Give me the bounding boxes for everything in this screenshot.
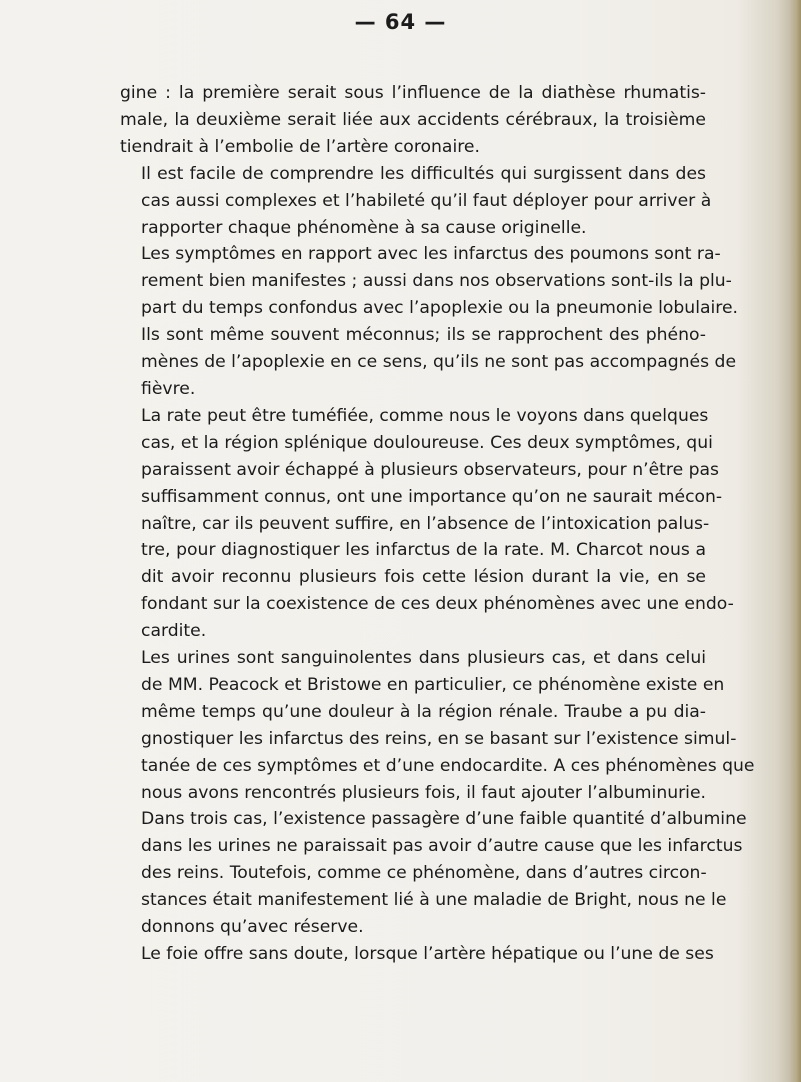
paragraph (120, 645, 755, 941)
text-line: Les symptômes en rapport avec les infarctus des poumons sont ra- (141, 244, 721, 265)
text-line: des reins. Toutefois, comme ce phénomène, dans d’autres circon- (141, 863, 707, 884)
text-line: mènes de l’apoplexie en ce sens, qu’ils ne sont pas accompagnés de (141, 352, 737, 373)
text-line: fièvre. (141, 378, 196, 399)
text-line: La rate peut être tuméfiée, comme nous le voyons dans quelques (141, 405, 709, 426)
text-line: cardite. (141, 621, 207, 642)
text-line: stances était manifestement lié à une maladie de Bright, nous ne le (141, 890, 727, 911)
paragraph (120, 80, 706, 161)
text-line: gine : la première serait sous l’influence de la diathèse rhumatis- (120, 83, 706, 103)
paragraph (120, 241, 739, 402)
text-line: tanée de ces symptômes et d’une endocardite. A ces phénomènes que (141, 755, 755, 776)
text-line: fondant sur la coexistence de ces deux phénomènes avec une endo- (141, 594, 734, 615)
paragraph (120, 403, 734, 645)
text-line: de MM. Peacock et Bristowe en particulier, ce phénomène existe en (141, 674, 725, 695)
text-line: rapporter chaque phénomène à sa cause originelle. (141, 217, 587, 238)
paragraph (120, 941, 714, 968)
page-edge-shading (789, 0, 801, 1082)
text-line: tiendrait à l’embolie de l’artère coronaire. (120, 136, 480, 157)
text-line: cas, et la région splénique douloureuse. Ces deux symptômes, qui (141, 432, 713, 453)
page-number: — 64 — (354, 10, 447, 34)
text-line: tre, pour diagnostiquer les infarctus de la rate. M. Charcot nous a (141, 540, 706, 561)
text-line: nous avons rencontrés plusieurs fois, il faut ajouter l’albuminurie. (141, 782, 706, 803)
text-line: donnons qu’avec réserve. (141, 917, 364, 938)
text-line: Ils sont même souvent méconnus; ils se rapprochent des phéno- (141, 325, 706, 346)
text-line: même temps qu’une douleur à la région rénale. Traube a pu dia- (141, 701, 706, 722)
paragraph (120, 161, 712, 242)
text-line: Il est facile de comprendre les difficultés qui surgissent dans des (141, 163, 706, 184)
text-line: rement bien manifestes ; aussi dans nos observations sont-ils la plu- (141, 271, 732, 292)
text-line: dit avoir reconnu plusieurs fois cette lésion durant la vie, en se (141, 567, 706, 588)
body-text (120, 80, 755, 968)
text-line: dans les urines ne paraissait pas avoir d’autre cause que les infarctus (141, 836, 743, 857)
text-line: male, la deuxième serait liée aux accidents cérébraux, la troisième (120, 109, 706, 130)
text-line: naître, car ils peuvent suffire, en l’absence de l’intoxication palus- (141, 513, 710, 534)
text-line: Dans trois cas, l’existence passagère d’une faible quantité d’albumine (141, 809, 747, 830)
text-line: suffisamment connus, ont une importance qu’on ne saurait mécon- (141, 486, 723, 507)
text-line: cas aussi complexes et l’habileté qu’il faut déployer pour arriver à (141, 190, 712, 211)
text-line: Le foie offre sans doute, lorsque l’artère hépatique ou l’une de ses (141, 944, 714, 964)
text-line: gnostiquer les infarctus des reins, en se basant sur l’existence simul- (141, 728, 737, 749)
text-line: part du temps confondus avec l’apoplexie ou la pneumonie lobulaire. (141, 298, 739, 319)
text-line: Les urines sont sanguinolentes dans plusieurs cas, et dans celui (141, 648, 706, 669)
text-line: paraissent avoir échappé à plusieurs observateurs, pour n’être pas (141, 459, 720, 480)
